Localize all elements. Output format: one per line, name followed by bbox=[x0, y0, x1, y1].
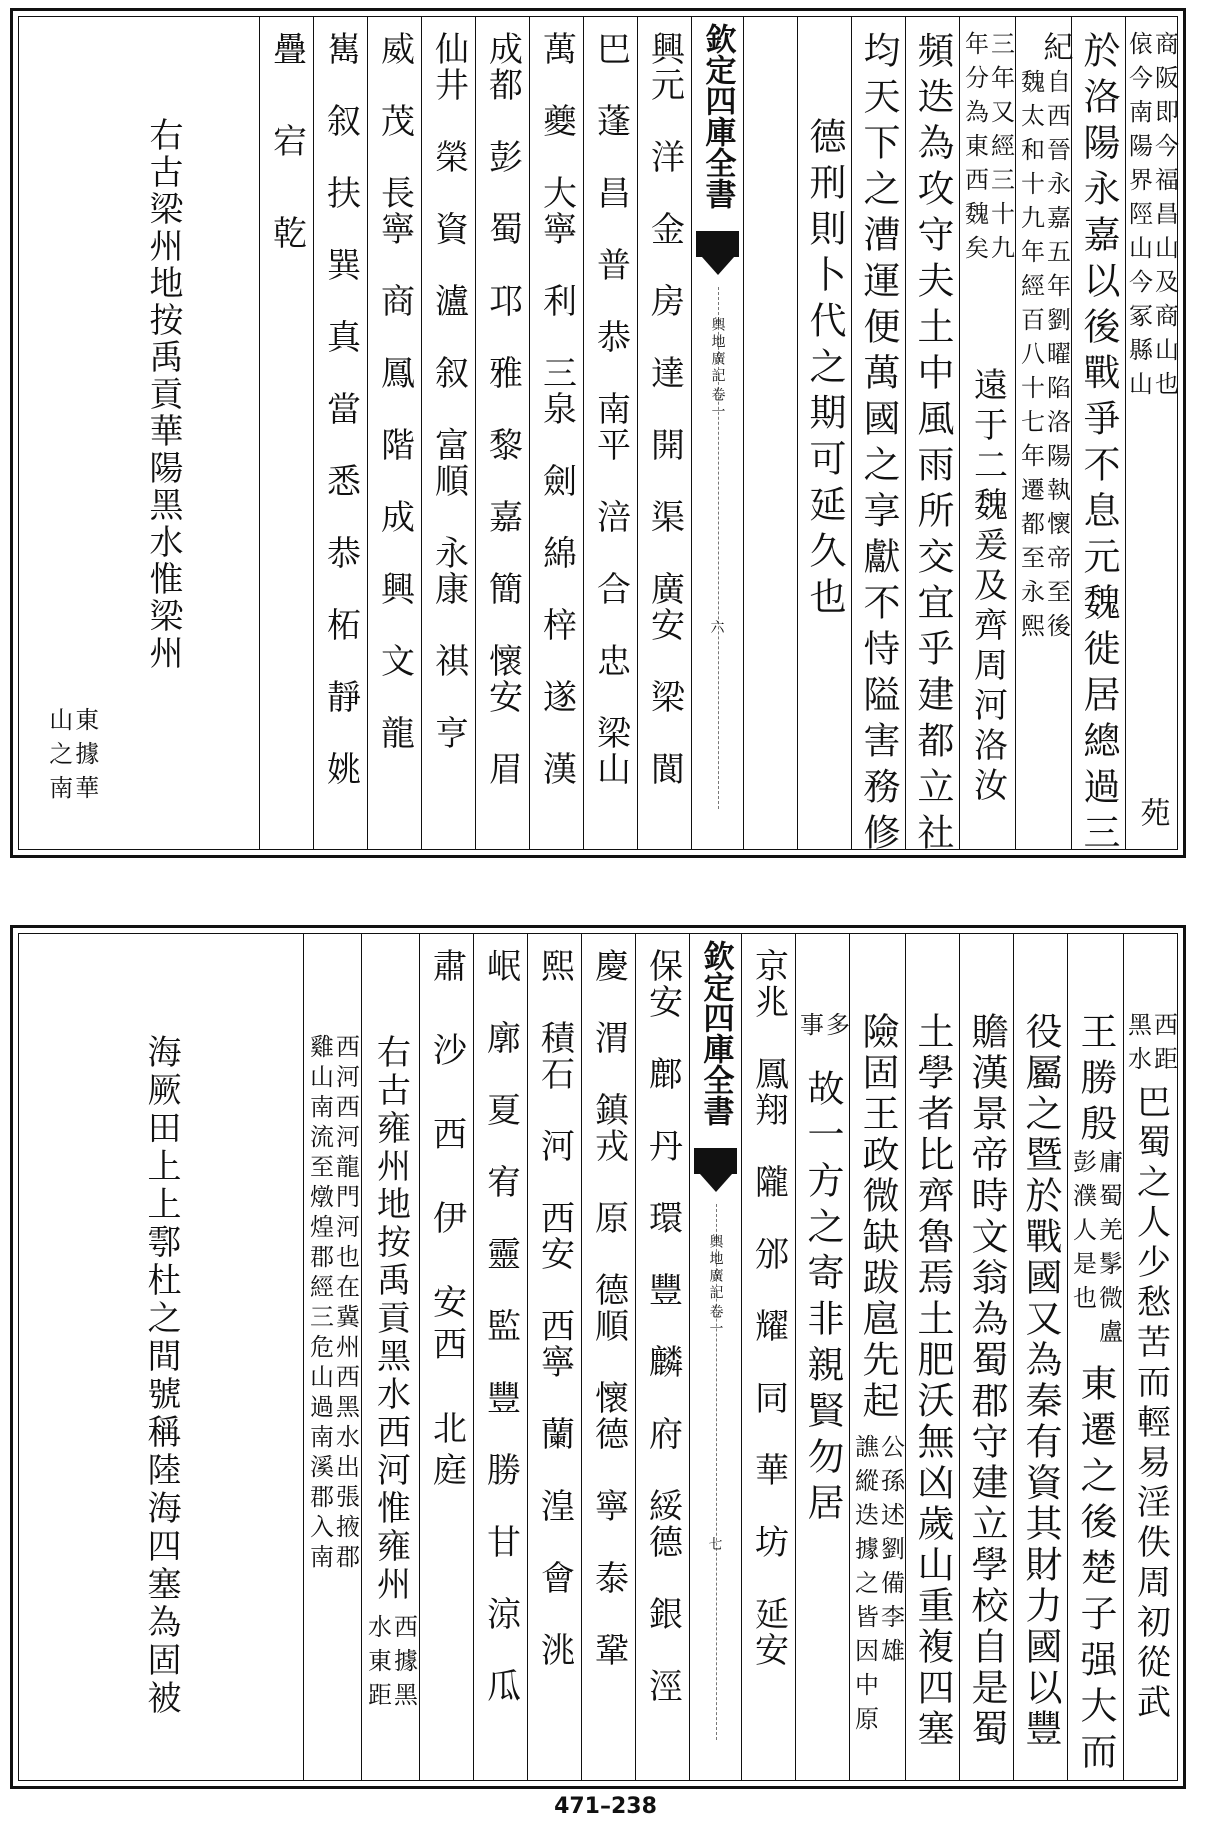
annotation-note bbox=[960, 31, 1015, 269]
annotation-note bbox=[1124, 31, 1179, 405]
note-line: 年分為東西魏矣 bbox=[960, 31, 989, 269]
main-text: 萬 夔 大寧 利 三泉 劍 綿 梓 遂 漢 bbox=[536, 31, 577, 787]
book-title: 輿地廣記 bbox=[709, 317, 726, 385]
note-line: 魏太和十九年經百八十七年遷都至永熙 bbox=[1016, 69, 1045, 647]
text-column bbox=[797, 17, 851, 849]
main-text: 土學者比齊魯焉土肥沃無凶歲山重複四塞 bbox=[911, 1012, 954, 1750]
main-text: 遠于二魏爰及齊周河洛汝 bbox=[967, 367, 1008, 807]
text-column bbox=[581, 934, 635, 1780]
note-line: 公孫述劉備李雄 bbox=[876, 1434, 905, 1672]
main-text: 京兆 鳳翔 隴 邠 耀 同 華 坊 延安 bbox=[748, 948, 789, 1668]
main-text: 役屬之暨於戰國又為秦有資其財力國以豐 bbox=[1019, 1012, 1062, 1750]
text-column bbox=[19, 17, 259, 849]
annotation-note bbox=[795, 1012, 850, 1046]
annotation-note bbox=[850, 1434, 905, 1740]
annotation-note bbox=[1016, 69, 1071, 647]
main-text: 威 茂 長寧 商 鳳 階 成 興 文 龍 bbox=[374, 31, 415, 751]
main-text: 仙井 榮 資 瀘 叙 富順 永康 祺 亨 bbox=[428, 31, 469, 751]
text-column bbox=[905, 17, 959, 859]
note-line: 偯今南陽界陘山今冢縣山 bbox=[1124, 31, 1153, 405]
main-text: 紀 bbox=[1037, 31, 1073, 66]
note-line: 事 bbox=[795, 1012, 824, 1046]
note-line: 多 bbox=[821, 1012, 850, 1046]
text-column bbox=[905, 934, 959, 1780]
annotation-note bbox=[1068, 1149, 1123, 1353]
note-line: 黑水 bbox=[1123, 1012, 1152, 1080]
main-text: 熙 積石 河 西安 西寧 蘭 湟 會 洮 bbox=[534, 948, 575, 1668]
text-column bbox=[1013, 934, 1067, 1780]
page-number: 六 bbox=[710, 620, 725, 636]
note-line: 譙縱迭據之皆因中原 bbox=[850, 1434, 879, 1740]
annotation-note bbox=[44, 707, 99, 809]
text-column bbox=[473, 934, 527, 1780]
text-column bbox=[637, 17, 691, 849]
main-text: 巴 蓬 昌 普 恭 南平 涪 合 忠 梁山 bbox=[590, 31, 631, 787]
note-line: 水東距 bbox=[363, 1614, 392, 1716]
fishtail-band bbox=[694, 1148, 737, 1174]
main-text: 疊 宕 乾 bbox=[266, 31, 307, 261]
top-page-columns bbox=[19, 17, 1179, 859]
fishtail-band bbox=[696, 231, 739, 257]
annotation-note bbox=[305, 1034, 360, 1574]
text-column bbox=[959, 934, 1013, 1780]
annotation-note bbox=[1123, 1012, 1178, 1080]
top-page bbox=[10, 8, 1186, 858]
text-column bbox=[851, 17, 905, 859]
note-line: 商阪即今福昌山及商山也 bbox=[1150, 31, 1179, 405]
annotation-note bbox=[363, 1614, 418, 1716]
main-text: 王勝殷 bbox=[1074, 1012, 1117, 1150]
main-text: 苑 bbox=[1134, 797, 1170, 832]
collection-title: 欽定四庫全書 bbox=[699, 23, 736, 209]
volume-label: 卷一 bbox=[709, 387, 726, 421]
text-column bbox=[303, 934, 361, 1780]
text-column bbox=[741, 934, 795, 1780]
bottom-page bbox=[10, 925, 1186, 1789]
main-text: 興元 洋 金 房 達 開 渠 廣安 梁 閬 bbox=[644, 31, 685, 787]
text-column bbox=[635, 934, 689, 1780]
note-line: 雞山南流至燉煌郡經三危山過南溪郡入南 bbox=[305, 1034, 334, 1574]
main-text: 保安 鄜 丹 環 豐 麟 府 綏德 銀 涇 bbox=[642, 948, 683, 1704]
text-column bbox=[361, 934, 419, 1780]
text-column bbox=[529, 17, 583, 849]
note-line: 彭濮人是也 bbox=[1068, 1149, 1097, 1319]
main-text: 巴蜀之人少愁苦而輕易淫佚周初從武 bbox=[1130, 1084, 1171, 1724]
main-text: 岷 廓 夏 宥 靈 監 豐 勝 甘 涼 瓜 bbox=[480, 948, 521, 1704]
book-spine-center bbox=[691, 17, 743, 849]
main-text: 成都 彭 蜀 邛 雅 黎 嘉 簡 懷安 眉 bbox=[482, 31, 523, 787]
main-text: 右古雍州地按禹貢黑水西河惟雍州 bbox=[370, 1034, 411, 1604]
fishtail-mark bbox=[700, 1174, 732, 1196]
spine-subtitle bbox=[708, 317, 728, 421]
volume-label: 卷一 bbox=[707, 1304, 724, 1338]
main-text: 德刑則卜代之期可延久也 bbox=[803, 117, 846, 623]
text-column bbox=[367, 17, 421, 849]
text-column bbox=[19, 934, 303, 1780]
text-column bbox=[849, 934, 905, 1780]
page-number: 七 bbox=[708, 1537, 723, 1553]
collection-title: 欽定四庫全書 bbox=[697, 940, 734, 1126]
fishtail-mark bbox=[702, 257, 734, 279]
note-line: 山之南 bbox=[44, 707, 73, 809]
spine-subtitle bbox=[706, 1234, 726, 1338]
main-text: 於洛陽永嘉以後戰爭不息元魏徙居總過三 bbox=[1077, 31, 1120, 859]
page-footer-id: 471–238 bbox=[554, 1794, 657, 1819]
text-column bbox=[475, 17, 529, 849]
text-column bbox=[583, 17, 637, 849]
text-column bbox=[527, 934, 581, 1780]
note-line: 庸蜀羌髳微盧 bbox=[1094, 1149, 1123, 1353]
main-text: 右古梁州地按禹貢華陽黑水惟梁州 bbox=[143, 117, 183, 672]
text-column bbox=[259, 17, 313, 849]
empty-column bbox=[743, 17, 797, 849]
note-line: 西河西河龍門河也在冀州西黑水出張掖郡 bbox=[331, 1034, 360, 1574]
book-title: 輿地廣記 bbox=[707, 1234, 724, 1302]
note-line: 三年又經三十九 bbox=[986, 31, 1015, 269]
bottom-page-columns bbox=[19, 934, 1177, 1780]
note-line: 東據華 bbox=[70, 707, 99, 809]
text-column bbox=[313, 17, 367, 849]
text-column bbox=[795, 934, 849, 1780]
main-text: 肅 沙 西 伊 安西 北庭 bbox=[426, 948, 467, 1494]
main-text: 慶 渭 鎮戎 原 德順 懷德 寧 泰 鞏 bbox=[588, 948, 629, 1668]
main-text: 均天下之漕運便萬國之享獻不恃隘害務修 bbox=[857, 31, 900, 859]
text-column bbox=[419, 934, 473, 1780]
text-column bbox=[1067, 934, 1123, 1780]
text-column bbox=[421, 17, 475, 849]
text-column bbox=[1071, 17, 1125, 859]
text-column bbox=[1125, 17, 1177, 849]
main-text: 頻迭為攻守夫土中風雨所交宜乎建都立社 bbox=[911, 31, 954, 859]
main-text: 故一方之寄非親賢勿居 bbox=[801, 1069, 844, 1529]
bottom-page-inner-frame bbox=[18, 933, 1178, 1781]
note-line: 西距 bbox=[1149, 1012, 1178, 1080]
main-text: 險固王政微缺跋扈先起 bbox=[856, 1012, 899, 1422]
top-page-inner-frame bbox=[18, 16, 1179, 859]
main-text: 海厥田上上鄠杜之間號稱陸海四塞為固被 bbox=[141, 1034, 181, 1718]
text-column bbox=[1123, 934, 1177, 1780]
note-line: 西據黑 bbox=[389, 1614, 418, 1716]
main-text: 贍漢景帝時文翁為蜀郡守建立學校自是蜀 bbox=[965, 1012, 1008, 1750]
note-line: 自西晉永嘉五年劉曜陷洛陽執懷帝至後 bbox=[1042, 69, 1071, 647]
text-column bbox=[959, 17, 1015, 849]
main-text: 東遷之後楚子强大而 bbox=[1074, 1364, 1117, 1778]
main-text: 嶲 叙 扶 巽 真 當 悉 恭 柘 靜 姚 bbox=[320, 31, 361, 787]
text-column bbox=[1015, 17, 1071, 849]
book-spine-center bbox=[689, 934, 741, 1780]
